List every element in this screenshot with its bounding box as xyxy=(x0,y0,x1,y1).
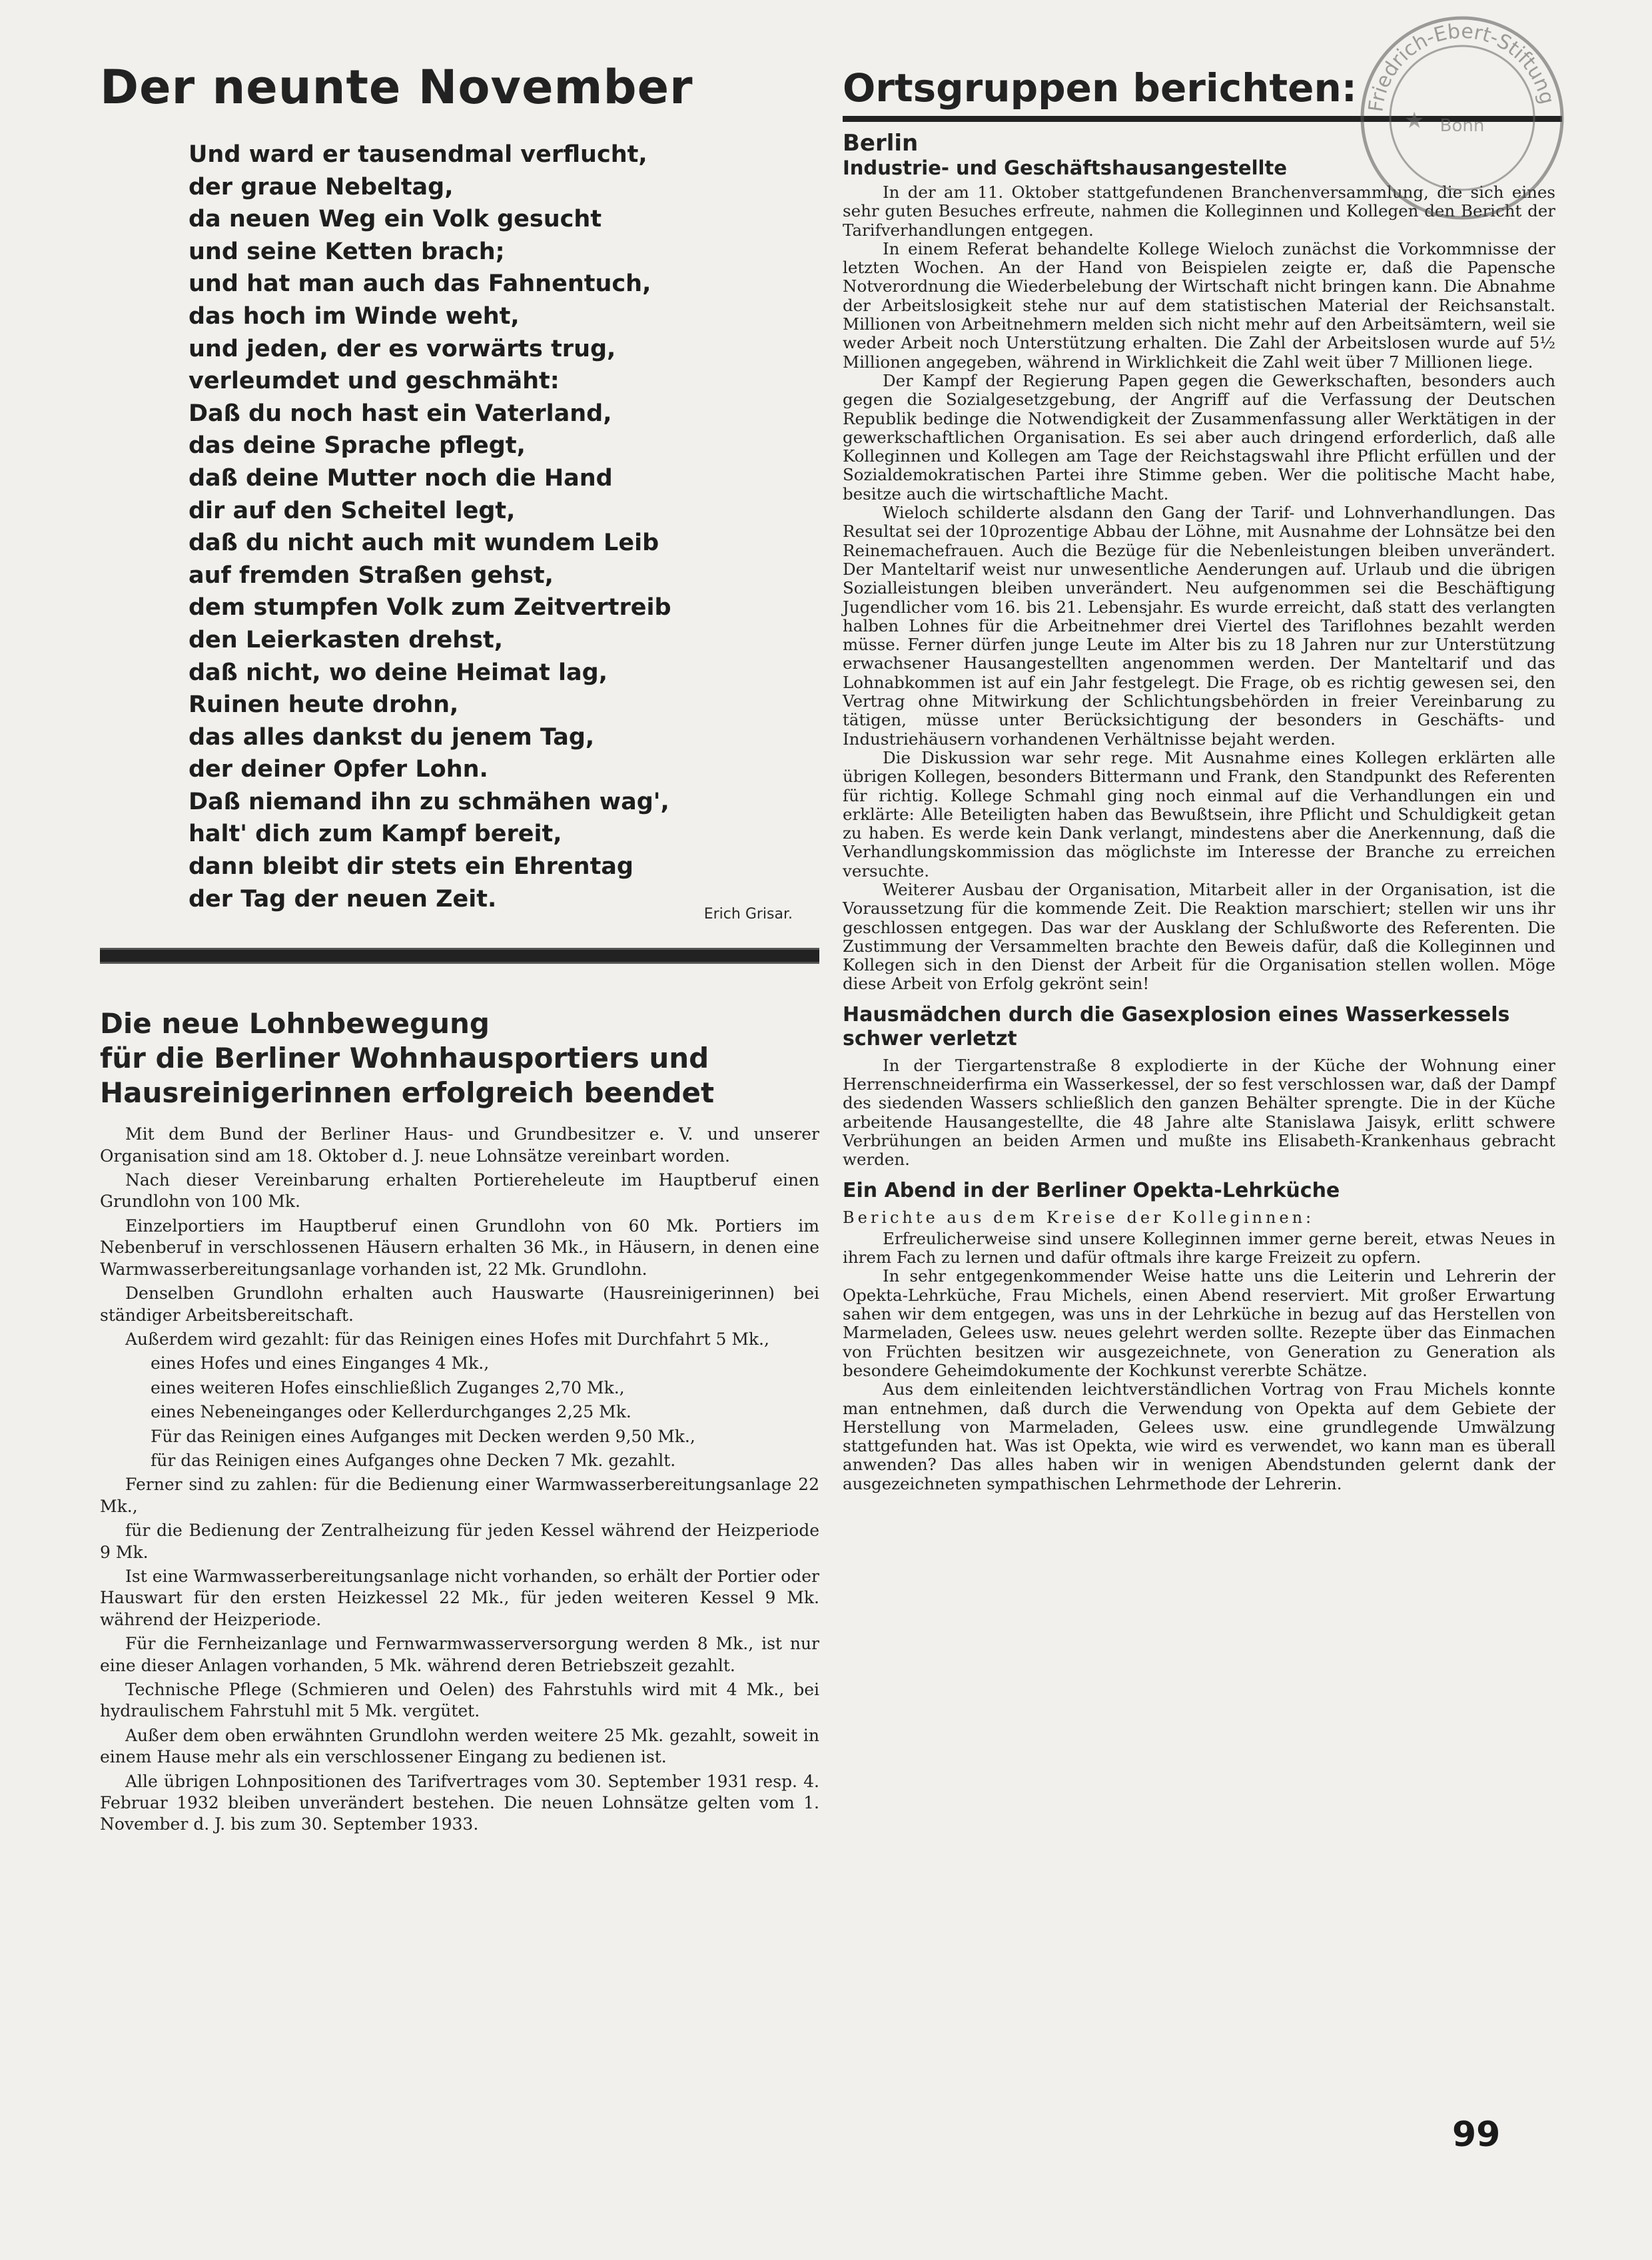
poem-line: da neuen Weg ein Volk gesucht xyxy=(189,206,602,233)
article-title xyxy=(100,1006,819,1110)
article-paragraph: für die Bedienung der Zentralheizung für jeden Kessel während der Heizperiode 9 Mk. xyxy=(100,1521,819,1562)
poem-line: Und ward er tausendmal verflucht, xyxy=(189,141,647,168)
stamp-text: Friedrich-Ebert-Stiftung xyxy=(1364,19,1559,114)
right-column xyxy=(843,60,1555,1493)
poem-line: das hoch im Winde weht, xyxy=(189,302,520,330)
article-title-line: Die neue Lohnbewegung xyxy=(100,1007,490,1040)
article-paragraph: Denselben Grundlohn erhalten auch Hauswarte (Hausreinigerinnen) bei ständiger Arbeitsbereitschaft. xyxy=(100,1284,819,1325)
article-paragraph: Nach dieser Vereinbarung erhalten Portiereheleute im Hauptberuf einen Grundlohn von 100 Mk. xyxy=(100,1170,819,1212)
article-paragraph: Einzelportiers im Hauptberuf einen Grundlohn von 60 Mk. Portiers im Nebenberuf in verschlossenen Häusern erhalten 36 Mk., in Häusern, in denen eine Warmwasserbereitungsanlage vorhanden ist, 22 Mk. Grundlohn. xyxy=(100,1216,819,1279)
section-explosion-body xyxy=(843,1056,1555,1170)
poem-author: Erich Grisar. xyxy=(703,906,793,923)
poem-line: und jeden, der es vorwärts trug, xyxy=(189,335,616,362)
poem-line: und hat man auch das Fahnentuch, xyxy=(189,270,651,298)
section-opekta-subheading: Berichte aus dem Kreise der Kolleginnen: xyxy=(843,1208,1315,1227)
poem-line: daß nicht, wo deine Heimat lag, xyxy=(189,659,608,686)
report-paragraph: Die Diskussion war sehr rege. Mit Ausnahme eines Kollegen erklärten alle übrigen Kollegen, besonders Bittermann und Frank, den Standpunkt des Referenten für richtig. Kollege Schmahl ging noch einmal auf die Verhandlungen ein und erklärte: Alle Beteiligten haben das Bewußtsein, ihre Pflicht und Schuldigkeit getan zu haben. Es werde kein Dank verlangt, mindestens aber die Anerkennung, daß die Verhandlungskommission das möglichste im Interesse der Branche zu erreichen versuchte. xyxy=(843,747,1555,881)
article-paragraph: Mit dem Bund der Berliner Haus- und Grundbesitzer e. V. und unserer Organisation sind am 18. Oktober d. J. neue Lohnsätze vereinbart worden. xyxy=(100,1124,819,1166)
poem-line: dem stumpfen Volk zum Zeitvertreib xyxy=(189,594,671,621)
poem-line: den Leierkasten drehst, xyxy=(189,626,504,653)
article-paragraph: eines Hofes und eines Einganges 4 Mk., xyxy=(151,1353,490,1373)
poem-line: daß du nicht auch mit wundem Leib xyxy=(189,530,659,557)
report-paragraph: In der am 11. Oktober stattgefundenen Branchenversammlung, die sich eines sehr guten Besuches erfreute, nahmen die Kolleginnen und Kollegen den Bericht der Tarifverhandlungen entgegen. xyxy=(843,183,1555,240)
article-paragraph: eines weiteren Hofes einschließlich Zuganges 2,70 Mk., xyxy=(151,1377,625,1397)
poem-line: der Tag der neuen Zeit. xyxy=(189,885,497,913)
poem-line: der deiner Opfer Lohn. xyxy=(189,756,488,783)
article-paragraph: Außerdem wird gezahlt: für das Reinigen eines Hofes mit Durchfahrt 5 Mk., xyxy=(125,1329,769,1349)
article-paragraph: Ferner sind zu zahlen: für die Bedienung einer Warmwasserbereitungsanlage 22 Mk., xyxy=(100,1475,819,1516)
report-paragraph: Aus dem einleitenden leichtverständlichen Vortrag von Frau Michels konnte man entnehmen, daß durch die Verwendung von Opekta auf dem Gebiete der Herstellung von Marmeladen, Gelees usw. eine grundlegende Umwälzung stattgefunden hat. Was ist Opekta, wie wird es verwendet, wo kann man es überall anwenden? Das alles haben wir in wenigen Abendstunden gelernt dank der ausgezeichneten sympathischen Lehrmethode der Lehrerin. xyxy=(843,1379,1555,1493)
poem-title: Der neunte November xyxy=(100,60,693,115)
section-heading-explosion: Hausmädchen durch die Gasexplosion eines Wasserkessels schwer verletzt xyxy=(843,1002,1510,1050)
poem-line: verleumdet und geschmäht: xyxy=(189,368,560,395)
report-paragraph: In sehr entgegenkommender Weise hatte uns die Leiterin und Lehrerin der Opekta-Lehrküche, Frau Michels, einen Abend reserviert. Mit großer Erwartung sahen wir dem entgegen, was uns in der Lehrküche in bezug auf das Herstellen von Marmeladen, Gelees usw. neues gelehrt werden sollte. Rezepte über das Einmachen von Früchten besitzen wir ausgezeichnete, von Generation zu Generation als besondere Geheimdokumente der Kochkunst vererbte Schätze. xyxy=(843,1266,1555,1380)
article-title-line: Hausreinigerinnen erfolgreich beendet xyxy=(100,1076,715,1110)
article-paragraph: Für die Fernheizanlage und Fernwarmwasserversorgung werden 8 Mk., ist nur eine dieser Anlagen vorhanden, 5 Mk. während deren Betriebszeit gezahlt. xyxy=(100,1634,819,1675)
page-number: 99 xyxy=(1452,2115,1501,2155)
poem-line: der graue Nebeltag, xyxy=(189,173,454,200)
reports-title: Ortsgruppen berichten: xyxy=(843,65,1357,111)
section-heading-berlin: Berlin xyxy=(843,130,919,157)
poem-line: Ruinen heute drohn, xyxy=(189,691,459,719)
poem-line: dann bleibt dir stets ein Ehrentag xyxy=(189,853,633,881)
article-paragraph: für das Reinigen eines Aufganges ohne Decken 7 Mk. gezahlt. xyxy=(151,1450,676,1470)
report-paragraph: Der Kampf der Regierung Papen gegen die Gewerkschaften, besonders auch gegen die Sozialgesetzgebung, der Angriff auf die Verfassung der Deutschen Republik bedinge die Notwendigkeit der Zusammenfassung aller Werktätigen in der gewerkschaftlichen Organisation. Es sei aber auch dringend erforderlich, daß alle Kolleginnen und Kollegen am Tage der Reichstagswahl ihre Pflicht erfüllen und der Sozialdemokratischen Partei ihre Stimme geben. Wer die politische Macht habe, besitze auch die wirtschaftliche Macht. xyxy=(843,370,1555,504)
section-opekta-body xyxy=(843,1230,1555,1493)
left-column xyxy=(100,60,819,1838)
poem-line: dir auf den Scheitel legt, xyxy=(189,497,516,524)
section-heading-opekta: Ein Abend in der Berliner Opekta-Lehrküche xyxy=(843,1178,1340,1202)
poem-line: halt' dich zum Kampf bereit, xyxy=(189,821,562,848)
poem-line: Daß du noch hast ein Vaterland, xyxy=(189,400,612,427)
report-paragraph: In einem Referat behandelte Kollege Wieloch zunächst die Vorkommnisse der letzten Wochen. An der Hand von Beispielen zeigte er, daß die Papensche Notverordnung die Wiederbelebung der Wirtschaft nicht bringen kann. Die Abnahme der Arbeitslosigkeit stehe nur auf dem statistischen Material der Reichsanstalt. Millionen von Arbeitnehmern melden sich nicht mehr auf den Arbeitsämtern, weil sie weder Arbeit noch Unterstützung erhalten. Die Zahl der Arbeitslosen wurde auf 5½ Millionen angegeben, während in Wirklichkeit die Zahl weit über 7 Millionen liege. xyxy=(843,238,1555,372)
poem-line: das alles dankst du jenem Tag, xyxy=(189,723,595,751)
report-paragraph: Weiterer Ausbau der Organisation, Mitarbeit aller in der Organisation, ist die Voraussetzung für die kommende Zeit. Die Reaktion marschiert; stellen wir uns ihr geschlossen entgegen. Das war der Ausklang der Schlußworte des Referenten. Die Zustimmung der Versammelten brachte den Beweis dafür, daß die Kolleginnen und Kollegen sich in den Dienst der Arbeit für die Organisation stellen wollen. Möge diese Arbeit von Erfolg gekrönt sein! xyxy=(843,879,1555,994)
report-paragraph: Erfreulicherweise sind unsere Kolleginnen immer gerne bereit, etwas Neues in ihrem Fach zu lernen und dafür oftmals ihre karge Freizeit zu opfern. xyxy=(843,1228,1555,1268)
article-paragraph: eines Nebeneinganges oder Kellerdurchganges 2,25 Mk. xyxy=(151,1402,631,1422)
poem xyxy=(189,139,819,915)
star-icon: ★ xyxy=(1404,107,1425,134)
poem-line: und seine Ketten brach; xyxy=(189,238,505,265)
article-title-line: für die Berliner Wohnhausportiers und xyxy=(100,1042,709,1075)
section-divider xyxy=(100,948,819,964)
article-paragraph: Außer dem oben erwähnten Grundlohn werden weitere 25 Mk. gezahlt, soweit in einem Hause mehr als ein verschlossener Eingang zu bedienen ist. xyxy=(100,1725,819,1767)
article-paragraph: Technische Pflege (Schmieren und Oelen) des Fahrstuhls wird mit 4 Mk., bei hydraulischem Fahrstuhl mit 5 Mk. vergütet. xyxy=(100,1680,819,1721)
report-paragraph: In der Tiergartenstraße 8 explodierte in der Küche der Wohnung einer Herrenschneiderfirma ein Wasserkessel, der so fest verschlossen war, daß der Dampf des siedenden Wassers schließlich den ganzen Behälter sprengte. Die in der Küche arbeitende Hausangestellte, die 48 Jahre alte Stanislawa Jaisyk, erlitt schwere Verbrühungen an beiden Armen und mußte ins Elisabeth-Krankenhaus gebracht werden. xyxy=(843,1055,1555,1170)
article-paragraph: Für das Reinigen eines Aufganges mit Decken werden 9,50 Mk., xyxy=(151,1426,695,1446)
stamp-city: Bonn xyxy=(1440,116,1485,136)
section-subheading: Industrie- und Geschäftshausangestellte xyxy=(843,157,1287,179)
poem-line: auf fremden Straßen gehst, xyxy=(189,562,554,589)
poem-line: daß deine Mutter noch die Hand xyxy=(189,464,613,492)
article-paragraph: Ist eine Warmwasserbereitungsanlage nicht vorhanden, so erhält der Portier oder Hauswart für den ersten Heizkessel 22 Mk., für jeden weiteren Kessel 9 Mk. während der Heizperiode. xyxy=(100,1566,819,1629)
article-body xyxy=(100,1124,819,1836)
poem-line: Daß niemand ihn zu schmähen wag', xyxy=(189,788,669,815)
section-berlin-body xyxy=(843,183,1555,994)
library-stamp xyxy=(1352,8,1572,228)
article-paragraph: Alle übrigen Lohnpositionen des Tarifvertrages vom 30. September 1931 resp. 4. Februar 1932 bleiben unverändert bestehen. Die neuen Lohnsätze gelten vom 1. November d. J. bis zum 30. September 1933. xyxy=(100,1771,819,1834)
report-paragraph: Wieloch schilderte alsdann den Gang der Tarif- und Lohnverhandlungen. Das Resultat sei der 10prozentige Abbau der Löhne, mit Ausnahme der Lohnsätze bei den Reinemachefrauen. Auch die Bezüge für die Nebenleistungen bleiben unverändert. Der Manteltarif weist nur unwesentliche Aenderungen auf. Urlaub und die übrigen Sozialleistungen bleiben unverändert. Neu aufgenommen sei die Beschäftigung Jugendlicher vom 16. bis 21. Lebensjahr. Es wurde erreicht, daß statt des verlangten halben Lohnes für die Arbeitnehmer drei Viertel des Tariflohnes bezahlt werden müsse. Ferner dürfen junge Leute im Alter bis zu 18 Jahren nur zur Unterstützung erwachsener Hausangestellten angenommen werden. Der Manteltarif und das Lohnabkommen ist auf ein Jahr festgelegt. Die Frage, ob es richtig gewesen sei, den Vertrag ohne Mitwirkung der Schlichtungsbehörden in freier Vereinbarung zu tätigen, müsse unter Berücksichtigung der besonders in Geschäfts- und Industriehäusern vorhandenen Verhältnisse bejaht werden. xyxy=(843,503,1555,749)
poem-line: das deine Sprache pflegt, xyxy=(189,432,526,460)
